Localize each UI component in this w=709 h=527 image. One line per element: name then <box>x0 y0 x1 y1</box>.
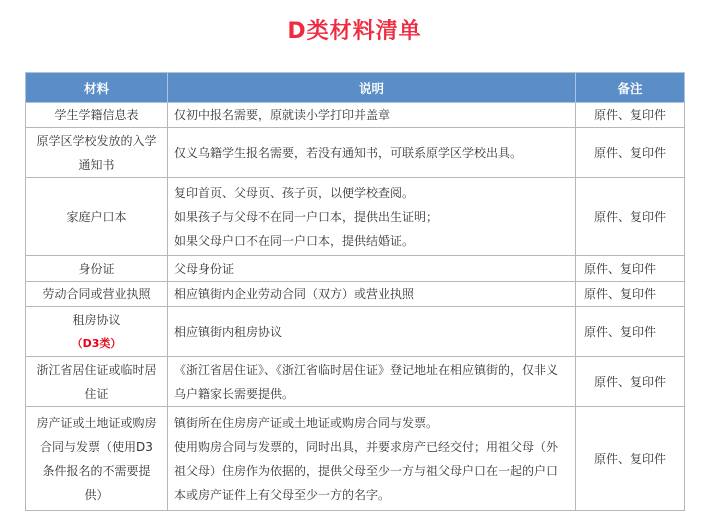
note-cell: 原件、复印件 <box>576 256 685 282</box>
table-row <box>26 178 685 256</box>
material-cell: 家庭户口本 <box>26 178 168 256</box>
note-cell: 原件、复印件 <box>576 407 685 511</box>
material-cell: 学生学籍信息表 <box>26 103 168 128</box>
category-tag: （D3类） <box>71 336 122 350</box>
table-row <box>26 256 685 282</box>
note-cell: 原件、复印件 <box>576 282 685 307</box>
page-title: D类材料清单 <box>287 19 422 44</box>
description-line: 镇街所在住房房产证或土地证或购房合同与发票。 <box>174 415 439 430</box>
table-row <box>26 103 685 128</box>
note-cell: 原件、复印件 <box>576 128 685 178</box>
header-material: 材料 <box>26 73 168 103</box>
material-cell: 房产证或土地证或购房合同与发票（使用D3条件报名的不需要提供） <box>26 407 168 511</box>
note-cell: 原件、复印件 <box>576 357 685 407</box>
description-cell: 仅义乌籍学生报名需要，若没有通知书，可联系原学区学校出具。 <box>168 128 576 178</box>
table-header-row <box>26 73 685 103</box>
description-cell <box>168 407 576 511</box>
table-row <box>26 282 685 307</box>
description-line: 如果父母户口不在同一户口本，提供结婚证。 <box>174 233 415 248</box>
description-cell: 相应镇街内租房协议 <box>168 307 576 357</box>
description-cell: 父母身份证 <box>168 256 576 282</box>
material-name: 租房协议 <box>72 312 121 327</box>
description-line: 如果孩子与父母不在同一户口本，提供出生证明； <box>174 209 439 224</box>
note-cell: 原件、复印件 <box>576 178 685 256</box>
table-row <box>26 128 685 178</box>
note-cell: 原件、复印件 <box>576 103 685 128</box>
description-cell: 仅初中报名需要，原就读小学打印并盖章 <box>168 103 576 128</box>
description-line: 复印首页、父母页、孩子页，以便学校查阅。 <box>174 185 415 200</box>
material-cell: 身份证 <box>26 256 168 282</box>
note-cell: 原件、复印件 <box>576 307 685 357</box>
description-cell <box>168 178 576 256</box>
material-cell: 浙江省居住证或临时居住证 <box>26 357 168 407</box>
material-cell: 原学区学校发放的入学通知书 <box>26 128 168 178</box>
header-note: 备注 <box>576 73 685 103</box>
table-row <box>26 307 685 357</box>
table-row <box>26 357 685 407</box>
material-cell <box>26 307 168 357</box>
description-cell: 《浙江省居住证》、《浙江省临时居住证》登记地址在相应镇街的，仅非义乌户籍家长需要提供。 <box>168 357 576 407</box>
description-line: 使用购房合同与发票的，同时出具，并要求房产已经交付；用祖父母（外祖父母）住房作为依据的，提供父母至少一方与祖父母户口在一起的户口本或房产证件上有父母至少一方的名字。 <box>174 439 559 502</box>
table-row <box>26 407 685 511</box>
description-cell: 相应镇街内企业劳动合同（双方）或营业执照 <box>168 282 576 307</box>
material-cell: 劳动合同或营业执照 <box>26 282 168 307</box>
materials-table <box>25 72 685 511</box>
header-description: 说明 <box>168 73 576 103</box>
